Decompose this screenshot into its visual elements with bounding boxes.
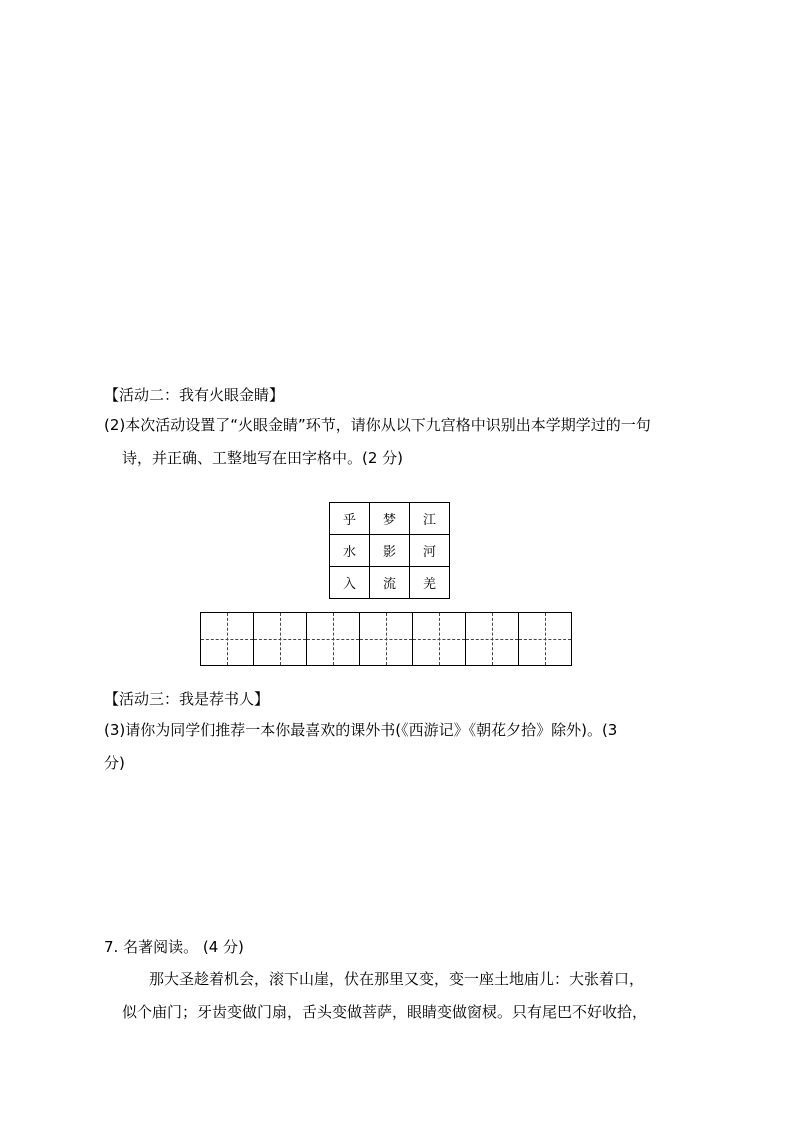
grid-cell: 影 [370,535,410,567]
tianzi-cell[interactable] [465,612,519,666]
tianzi-cell[interactable] [412,612,466,666]
grid-cell: 水 [330,535,370,567]
q7-title: 7. 名著阅读。 (4 分) [104,938,244,956]
activity2-question-line1: (2)本次活动设置了“火眼金睛”环节，请你从以下九宫格中识别出本学期学过的一句 [104,416,651,434]
grid-cell: 乎 [330,503,370,535]
tianzi-cell[interactable] [253,612,307,666]
grid-cell: 羌 [410,567,450,599]
tianzi-cell[interactable] [359,612,413,666]
q7-paragraph-line2: 似个庙门；牙齿变做门扇，舌头变做菩萨，眼睛变做窗棂。只有尾巴不好收拾， [122,1003,648,1021]
tianzi-cell[interactable] [200,612,254,666]
grid-cell: 流 [370,567,410,599]
activity3-question-line1: (3)请你为同学们推荐一本你最喜欢的课外书(《西游记》《朝花夕拾》除外)。(3 [104,721,618,739]
grid-cell: 河 [410,535,450,567]
activity3-heading: 【活动三：我是荐书人】 [104,690,270,708]
tianzi-cell[interactable] [518,612,572,666]
q7-paragraph-line1: 那大圣趁着机会，滚下山崖，伏在那里又变，变一座土地庙儿：大张着口， [149,970,645,988]
grid-cell: 入 [330,567,370,599]
nine-grid [329,502,450,599]
activity2-heading: 【活动二：我有火眼金睛】 [104,386,285,404]
grid-cell: 江 [410,503,450,535]
activity2-question-line2: 诗，并正确、工整地写在田字格中。(2 分) [122,449,404,467]
tianzi-cell[interactable] [306,612,360,666]
activity3-question-line2: 分) [104,754,125,772]
tianzi-answer-grid [200,612,572,666]
grid-cell: 梦 [370,503,410,535]
